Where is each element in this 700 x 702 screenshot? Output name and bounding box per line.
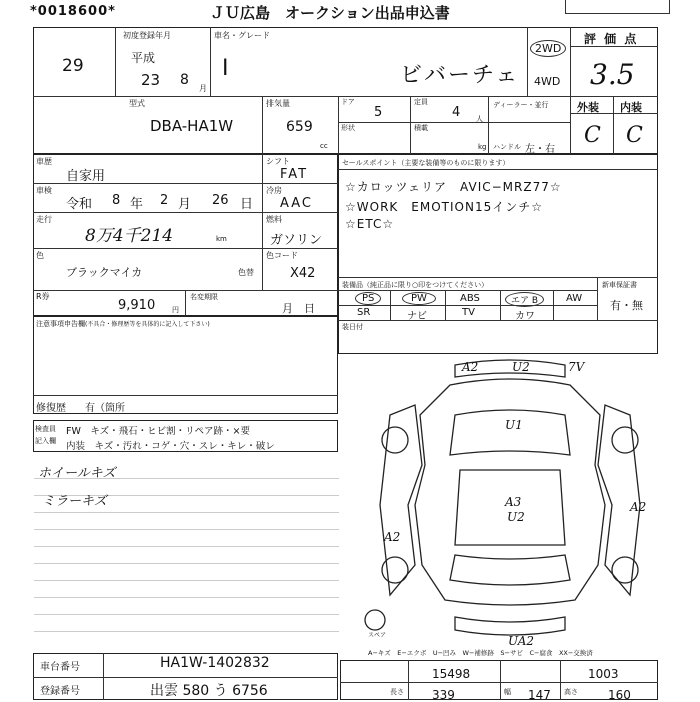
registration-year: 23	[141, 71, 161, 89]
notes-box	[33, 316, 338, 414]
length-value: 339	[432, 688, 455, 702]
mark-spare: スペア	[368, 632, 387, 639]
inspector-note-2: ミラーキズ	[42, 494, 107, 509]
handle-label: ハンドル	[493, 143, 521, 151]
car-name: ビバーチェ	[400, 63, 520, 88]
recycle-value: 9,910	[118, 298, 156, 313]
capacity-value: 4	[452, 105, 461, 120]
doors-label: ドア	[341, 98, 355, 106]
drive-2wd-label: 2WD	[530, 40, 566, 57]
capacity-unit: 人	[476, 115, 483, 123]
name-change-unit: 月 日	[282, 302, 315, 315]
serial-number: *0018600*	[30, 4, 116, 19]
interior-label: 内装	[620, 101, 642, 114]
height-value: 160	[608, 688, 631, 702]
equip-tv: TV	[462, 307, 475, 318]
inspection-day-unit: 日	[240, 197, 254, 212]
exterior-label: 外装	[577, 101, 599, 114]
registration-month-unit: 月	[199, 84, 207, 93]
inspection-year-unit: 年	[130, 197, 144, 212]
mark-label: 装日付	[342, 323, 363, 331]
car-name-label: 車名・グレード	[214, 31, 270, 40]
legend-row-2: 内装 キズ・汚れ・コゲ・穴・スレ・キレ・破レ	[66, 441, 275, 452]
shift-value: FAT	[280, 167, 309, 182]
usage-label: 車歴	[36, 157, 52, 166]
mark-left: A2	[384, 530, 401, 544]
doors-value: 5	[374, 105, 383, 120]
mark-top-3: 7V	[568, 360, 585, 374]
drive-2wd	[530, 37, 566, 57]
color-code-label: 色コード	[266, 251, 298, 260]
lot-number: 29	[62, 56, 84, 76]
mileage-label: 走行	[36, 215, 52, 224]
plate-value: 出雲 580 う 6756	[150, 683, 268, 699]
exterior-value: C	[584, 123, 601, 148]
inspector-note-1: ホイールキズ	[38, 466, 116, 481]
model-label: 型式	[129, 99, 145, 108]
width-value: 147	[528, 688, 551, 702]
registration-month: 8	[180, 72, 189, 88]
usage-value: 自家用	[66, 169, 106, 184]
recycle-unit: 円	[172, 306, 179, 314]
form-title: ＪＵ広島 オークション出品申込書	[210, 4, 450, 22]
shape-label: 形状	[341, 124, 355, 132]
height-label: 高さ	[564, 688, 578, 696]
new-car-label: 新車保証書	[602, 281, 637, 289]
mark-center-1: A3	[505, 495, 522, 509]
name-change-label: 名変期限	[190, 293, 218, 301]
rating-label: 評 価 点	[584, 32, 639, 46]
mileage-value: 8万4千214	[85, 226, 174, 246]
length-label: 長さ	[390, 688, 404, 696]
notes-title: 注意事項申告欄	[36, 320, 85, 328]
repair-value: 有（箇所	[85, 403, 125, 414]
fuel-label: 燃料	[266, 215, 282, 224]
aircon-label: 冷房	[266, 186, 282, 195]
interior-value: C	[626, 123, 643, 148]
top-corner-box	[565, 0, 670, 14]
shift-label: シフト	[266, 157, 290, 166]
equip-pw: PW	[402, 292, 436, 305]
legend-label-2: 記入欄	[35, 437, 56, 445]
aircon-value: AAC	[280, 196, 313, 211]
equip-sr: SR	[357, 307, 371, 318]
mark-center-2: U2	[507, 510, 525, 524]
sales-points-label: セールスポイント（主要な装備等のものに限ります）	[342, 159, 510, 167]
displacement-label: 排気量	[266, 99, 290, 108]
displacement-value: 659	[286, 119, 313, 135]
rating-value: 3.5	[590, 58, 635, 91]
equip-leather: カワ	[515, 311, 535, 322]
notes-label	[36, 320, 210, 329]
registration-era: 平成	[131, 51, 156, 65]
repair-label: 修復歴	[36, 403, 66, 414]
mark-top-1: A2	[462, 360, 479, 374]
handle-options: 左・右	[525, 144, 555, 155]
equip-aw: AW	[566, 293, 583, 304]
sales-point-line-3: ☆ETC☆	[345, 217, 395, 231]
recycle-label: R券	[36, 292, 50, 301]
capacity-label: 定員	[414, 98, 428, 106]
sales-point-line-2: ☆WORK EMOTION15インチ☆	[345, 200, 543, 214]
color-label: 色	[36, 251, 44, 260]
inspection-year: 8	[112, 193, 121, 208]
plate-label: 登録番号	[40, 686, 80, 697]
legend-row-1: FW キズ・飛石・ヒビ割・リペア跡・×要	[66, 426, 250, 437]
color-code: X42	[290, 266, 316, 281]
equip-abs: ABS	[460, 293, 480, 304]
color-change-label: 色替	[238, 268, 254, 277]
mark-bottom: UA2	[508, 634, 535, 648]
registration-label: 初度登録年月	[123, 31, 171, 40]
notes-sublabel: (不具合・修理歴等を具体的に記入して下さい)	[85, 321, 210, 328]
equip-ps: PS	[355, 292, 381, 305]
mark-right: A2	[630, 500, 647, 514]
inspection-day: 26	[212, 193, 229, 208]
sales-point-line-1: ☆カロッツェリア AVIC−MRZ77☆	[345, 180, 562, 194]
dealer-label: ディーラー・並行	[493, 101, 549, 109]
mileage-unit: km	[216, 235, 227, 243]
inspection-label: 車検	[36, 186, 52, 195]
chassis-value: HA1W-1402832	[160, 655, 270, 671]
chassis-label: 車台番号	[40, 662, 80, 673]
mark-top-2: U2	[512, 360, 530, 374]
ref-2: 1003	[588, 667, 619, 681]
car-name-value: I	[222, 56, 229, 81]
inspection-month: 2	[160, 193, 169, 208]
width-label: 幅	[504, 688, 511, 696]
drive-4wd: 4WD	[534, 75, 561, 88]
equip-airbag: エア B	[505, 292, 544, 307]
ref-1: 15498	[432, 667, 471, 681]
color-value: ブラックマイカ	[66, 266, 143, 279]
equip-navi: ナビ	[407, 311, 427, 322]
displacement-unit: cc	[320, 142, 328, 150]
mark-roof: U1	[505, 418, 523, 432]
equipment-label: 装備品（純正品に限り○印をつけてください）	[342, 281, 489, 289]
load-label: 積載	[414, 124, 428, 132]
load-unit: kg	[478, 143, 487, 151]
damage-legend: A−キズ E−エクボ U−凹み W−補修跡 S−サビ C−腐食 XX−交換済	[368, 649, 593, 657]
legend-label-1: 検査員	[35, 425, 56, 433]
new-car-value: 有・無	[610, 299, 643, 312]
model-value: DBA-HA1W	[150, 117, 234, 135]
fuel-value: ガソリン	[270, 233, 323, 248]
inspection-month-unit: 月	[178, 197, 192, 212]
inspection-era: 令和	[66, 197, 93, 212]
